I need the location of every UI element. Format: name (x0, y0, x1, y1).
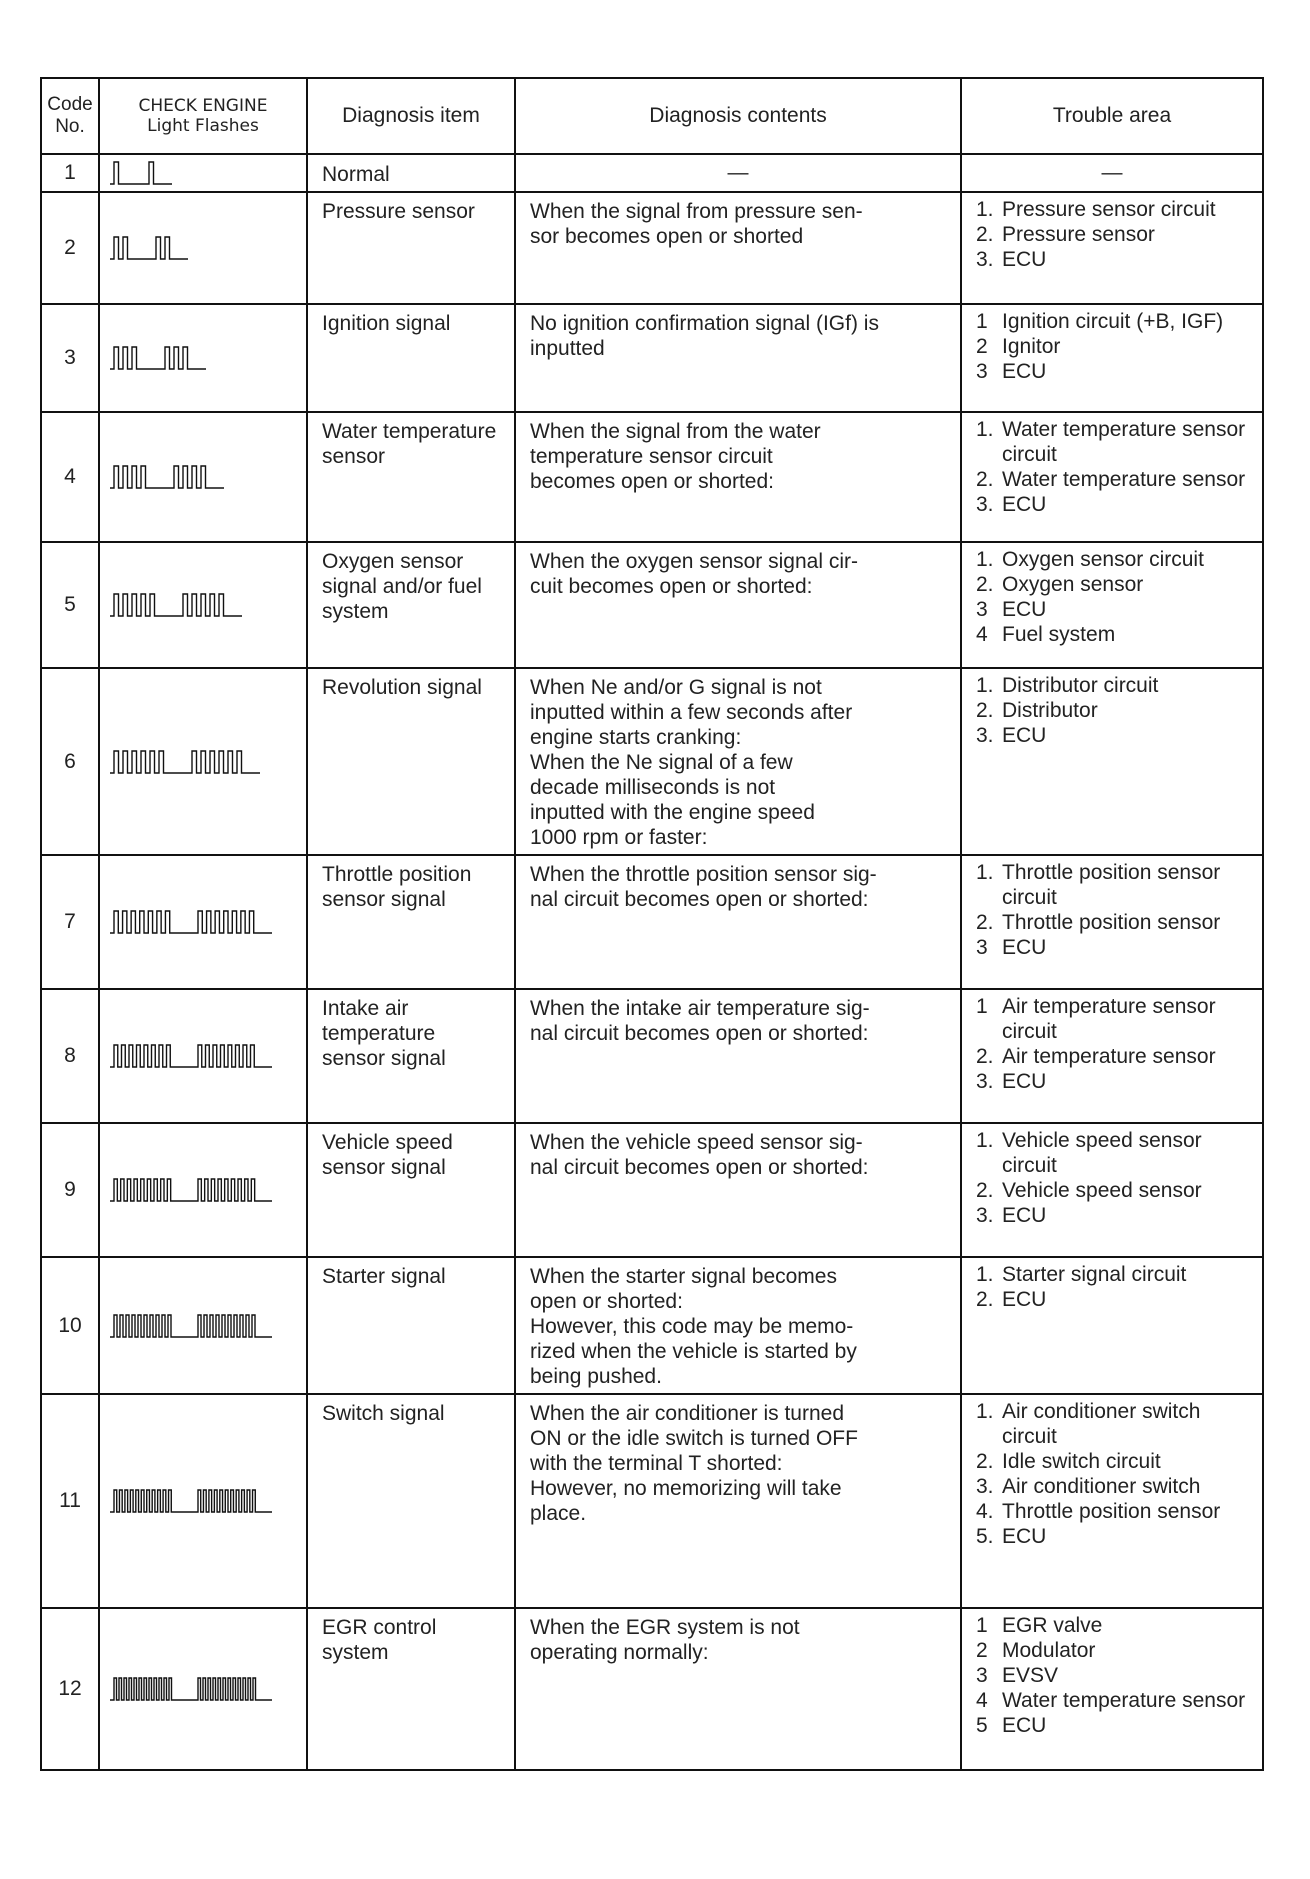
trouble-area-text: Oxygen sensor circuit (1002, 548, 1204, 571)
diagnosis-item: Throttle position sensor signal (307, 855, 515, 989)
header-light-line1: CHECK ENGINE (138, 96, 268, 116)
diagnosis-contents (515, 668, 961, 855)
flash-pattern-icon (110, 907, 296, 937)
code-number: 10 (41, 1257, 99, 1394)
flash-pattern-line (110, 911, 272, 933)
trouble-area-item (976, 359, 1254, 384)
trouble-area-item (976, 467, 1254, 492)
trouble-area-text: ECU (1002, 936, 1047, 959)
light-flash-cell (99, 304, 307, 412)
trouble-area-text: Pressure sensor circuit (1002, 198, 1216, 221)
table-row (41, 154, 1263, 192)
contents-line: rized when the vehicle is started by (530, 1340, 857, 1363)
trouble-area-text: Oxygen sensor (1002, 573, 1144, 596)
trouble-area-number: 2 (976, 1639, 988, 1662)
contents-line: When the Ne signal of a few (530, 751, 793, 774)
flash-pattern-line (110, 466, 224, 488)
diagnosis-item: Water temperature sensor (307, 412, 515, 542)
trouble-area-number: 3. (976, 1475, 994, 1498)
trouble-area-text: ECU (1002, 493, 1047, 516)
contents-line: 1000 rpm or faster: (530, 826, 708, 849)
trouble-area-number: 1. (976, 861, 994, 884)
trouble-area-item (976, 1262, 1254, 1287)
contents-line: being pushed. (530, 1365, 662, 1388)
trouble-area-item (976, 1638, 1254, 1663)
diagnosis-contents (515, 192, 961, 304)
trouble-area-text: Distributor circuit (1002, 674, 1159, 697)
trouble-area-item (976, 1524, 1254, 1549)
trouble-area-number: 3 (976, 1664, 988, 1687)
trouble-area-text: EGR valve (1002, 1614, 1103, 1637)
trouble-area-number: 5 (976, 1714, 988, 1737)
code-number: 7 (41, 855, 99, 989)
flash-pattern-line (110, 1490, 272, 1512)
diagnosis-code-table (40, 77, 1264, 1771)
trouble-area-text: Modulator (1002, 1639, 1096, 1662)
header-diagnosis-item: Diagnosis item (307, 78, 515, 154)
code-number: 4 (41, 412, 99, 542)
contents-line: When Ne and/or G signal is not (530, 676, 822, 699)
table-row (41, 989, 1263, 1123)
trouble-area-number: 3 (976, 360, 988, 383)
trouble-area-text: ECU (1002, 1525, 1047, 1548)
trouble-area-number: 2. (976, 573, 994, 596)
trouble-area-text: Throttle position sensor (1002, 911, 1221, 934)
trouble-area-number: 2. (976, 1288, 994, 1311)
trouble-area-item (976, 1287, 1254, 1312)
contents-line: inputted (530, 337, 605, 360)
diagnosis-contents (515, 1394, 961, 1608)
trouble-area-number: 3. (976, 724, 994, 747)
code-number: 2 (41, 192, 99, 304)
trouble-area: — (961, 154, 1263, 192)
trouble-area-text: Air conditioner switch circuit (1002, 1400, 1201, 1448)
diagnosis-item: Ignition signal (307, 304, 515, 412)
diagnosis-item: Intake air temperature sensor signal (307, 989, 515, 1123)
trouble-area-number: 5. (976, 1525, 994, 1548)
trouble-area-item (976, 334, 1254, 359)
contents-line: temperature sensor circuit (530, 445, 773, 468)
trouble-area-text: Ignitor (1002, 335, 1061, 358)
trouble-area-item (976, 1613, 1254, 1638)
code-number: 1 (41, 154, 99, 192)
trouble-area-text: Pressure sensor (1002, 223, 1155, 246)
trouble-area-item (976, 1399, 1254, 1449)
trouble-area-item (976, 723, 1254, 748)
trouble-area-item (976, 222, 1254, 247)
trouble-area-item (976, 417, 1254, 467)
code-number: 8 (41, 989, 99, 1123)
trouble-area-text: Vehicle speed sensor (1002, 1179, 1202, 1202)
diagnosis-item: Oxygen sensor signal and/or fuel system (307, 542, 515, 668)
trouble-area-text: Air temperature sensor (1002, 1045, 1216, 1068)
header-row (41, 78, 1263, 154)
flash-pattern-icon (110, 1311, 296, 1341)
contents-line: When the throttle position sensor sig- (530, 863, 877, 886)
table-row (41, 1257, 1263, 1394)
trouble-area-number: 4 (976, 1689, 988, 1712)
contents-line: place. (530, 1502, 587, 1525)
trouble-area (961, 855, 1263, 989)
contents-line: When the signal from the water (530, 420, 821, 443)
contents-line: When the air conditioner is turned (530, 1402, 845, 1425)
diagnosis-item: Switch signal (307, 1394, 515, 1608)
trouble-area-number: 2. (976, 1450, 994, 1473)
code-number: 5 (41, 542, 99, 668)
flash-pattern-line (110, 347, 206, 369)
diagnosis-item: Starter signal (307, 1257, 515, 1394)
contents-line: When the intake air temperature sig- (530, 997, 870, 1020)
trouble-area-number: 1. (976, 1129, 994, 1152)
light-flash-cell (99, 668, 307, 855)
trouble-area-text: ECU (1002, 1714, 1047, 1737)
trouble-area-text: ECU (1002, 248, 1047, 271)
light-flash-cell (99, 1394, 307, 1608)
code-number: 11 (41, 1394, 99, 1608)
header-trouble-area: Trouble area (961, 78, 1263, 154)
diagnosis-item: Pressure sensor (307, 192, 515, 304)
trouble-area-text: Fuel system (1002, 623, 1116, 646)
trouble-area-number: 3 (976, 936, 988, 959)
trouble-area-number: 2. (976, 223, 994, 246)
contents-line: cuit becomes open or shorted: (530, 575, 813, 598)
diagnosis-contents (515, 1123, 961, 1257)
header-code-line1: Code (47, 94, 93, 115)
trouble-area-item (976, 1474, 1254, 1499)
trouble-area-item (976, 247, 1254, 272)
flash-pattern-icon (110, 158, 296, 188)
diagnosis-contents (515, 1608, 961, 1770)
diagnosis-item: Revolution signal (307, 668, 515, 855)
contents-line: However, this code may be memo- (530, 1315, 854, 1338)
flash-pattern-line (110, 1179, 272, 1201)
trouble-area-item (976, 1178, 1254, 1203)
trouble-area-number: 3. (976, 248, 994, 271)
flash-pattern-icon (110, 1175, 296, 1205)
contents-line: When the signal from pressure sen- (530, 200, 863, 223)
contents-line: nal circuit becomes open or shorted: (530, 1022, 869, 1045)
trouble-area-number: 3 (976, 598, 988, 621)
trouble-area (961, 304, 1263, 412)
flash-pattern-icon (110, 1041, 296, 1071)
trouble-area-text: Water temperature sensor (1002, 1689, 1246, 1712)
trouble-area-text: ECU (1002, 1070, 1047, 1093)
header-light-line2: Light Flashes (147, 116, 259, 136)
trouble-area-item (976, 1449, 1254, 1474)
trouble-area-item (976, 698, 1254, 723)
contents-line: decade milliseconds is not (530, 776, 776, 799)
trouble-area (961, 1394, 1263, 1608)
flash-pattern-icon (110, 1674, 296, 1704)
contents-line: When the starter signal becomes (530, 1265, 837, 1288)
contents-line: ON or the idle switch is turned OFF (530, 1427, 858, 1450)
contents-line: However, no memorizing will take (530, 1477, 842, 1500)
trouble-area-number: 2. (976, 911, 994, 934)
flash-pattern-icon (110, 343, 296, 373)
trouble-area-text: EVSV (1002, 1664, 1059, 1687)
trouble-area-number: 1 (976, 995, 988, 1018)
contents-line: nal circuit becomes open or shorted: (530, 1156, 869, 1179)
trouble-area-item (976, 622, 1254, 647)
contents-line: becomes open or shorted: (530, 470, 774, 493)
table-row (41, 304, 1263, 412)
trouble-area-number: 1 (976, 1614, 988, 1637)
trouble-area (961, 989, 1263, 1123)
trouble-area-item (976, 572, 1254, 597)
flash-pattern-icon (110, 462, 296, 492)
table-row (41, 1394, 1263, 1608)
light-flash-cell (99, 412, 307, 542)
trouble-area-item (976, 1688, 1254, 1713)
trouble-area-text: ECU (1002, 1288, 1047, 1311)
trouble-area-number: 3. (976, 493, 994, 516)
flash-pattern-icon (110, 233, 296, 263)
flash-pattern-icon (110, 747, 296, 777)
flash-pattern-line (110, 1045, 272, 1067)
diagnosis-contents (515, 855, 961, 989)
diagnosis-contents (515, 412, 961, 542)
light-flash-cell (99, 192, 307, 304)
flash-pattern-line (110, 1678, 272, 1700)
code-number: 6 (41, 668, 99, 855)
diagnosis-item: Vehicle speed sensor signal (307, 1123, 515, 1257)
trouble-area-number: 4 (976, 623, 988, 646)
trouble-area (961, 1123, 1263, 1257)
trouble-area-item (976, 673, 1254, 698)
light-flash-cell (99, 855, 307, 989)
trouble-area-number: 1. (976, 1400, 994, 1423)
trouble-area-number: 1. (976, 1263, 994, 1286)
trouble-area-number: 2 (976, 335, 988, 358)
trouble-area-item (976, 1203, 1254, 1228)
diagnosis-contents: — (515, 154, 961, 192)
trouble-area-number: 4. (976, 1500, 994, 1523)
trouble-area-number: 1. (976, 418, 994, 441)
trouble-area-item (976, 935, 1254, 960)
header-code-line2: No. (55, 116, 85, 137)
trouble-area-text: Water temperature sensor circuit (1002, 418, 1246, 466)
trouble-area-number: 1. (976, 198, 994, 221)
trouble-area-number: 2. (976, 699, 994, 722)
flash-pattern-icon (110, 1486, 296, 1516)
code-number: 3 (41, 304, 99, 412)
trouble-area-text: Throttle position sensor circuit (1002, 861, 1221, 909)
trouble-area (961, 1608, 1263, 1770)
trouble-area-text: Vehicle speed sensor circuit (1002, 1129, 1202, 1177)
contents-line: sor becomes open or shorted (530, 225, 804, 248)
trouble-area-number: 2. (976, 1045, 994, 1068)
trouble-area-item (976, 492, 1254, 517)
trouble-area-text: ECU (1002, 598, 1047, 621)
header-light-flashes (99, 78, 307, 154)
trouble-area-item (976, 1663, 1254, 1688)
flash-pattern-line (110, 1315, 272, 1337)
trouble-area-item (976, 309, 1254, 334)
light-flash-cell (99, 1123, 307, 1257)
contents-line: operating normally: (530, 1641, 709, 1664)
trouble-area-number: 2. (976, 1179, 994, 1202)
table-row (41, 542, 1263, 668)
trouble-area-text: Distributor (1002, 699, 1098, 722)
light-flash-cell (99, 542, 307, 668)
trouble-area-number: 3. (976, 1204, 994, 1227)
table-row (41, 1608, 1263, 1770)
table-row (41, 855, 1263, 989)
code-number: 9 (41, 1123, 99, 1257)
trouble-area-number: 1. (976, 674, 994, 697)
trouble-area-item (976, 547, 1254, 572)
trouble-area-number: 1. (976, 548, 994, 571)
diagnosis-contents (515, 542, 961, 668)
contents-line: When the oxygen sensor signal cir- (530, 550, 858, 573)
trouble-area-item (976, 1044, 1254, 1069)
trouble-area-item (976, 910, 1254, 935)
diagnosis-item: Normal (307, 154, 515, 192)
contents-line: When the EGR system is not (530, 1616, 800, 1639)
contents-line: When the vehicle speed sensor sig- (530, 1131, 863, 1154)
table-row (41, 192, 1263, 304)
table-row (41, 412, 1263, 542)
trouble-area-text: Ignition circuit (+B, IGF) (1002, 310, 1224, 333)
table-row (41, 1123, 1263, 1257)
trouble-area-item (976, 860, 1254, 910)
contents-line: inputted within a few seconds after (530, 701, 853, 724)
header-code-no (41, 78, 99, 154)
light-flash-cell (99, 989, 307, 1123)
light-flash-cell (99, 1257, 307, 1394)
flash-pattern-line (110, 751, 260, 773)
trouble-area-text: Air conditioner switch (1002, 1475, 1201, 1498)
contents-line: open or shorted: (530, 1290, 683, 1313)
diagnosis-contents (515, 989, 961, 1123)
contents-line: engine starts cranking: (530, 726, 742, 749)
code-number: 12 (41, 1608, 99, 1770)
trouble-area (961, 192, 1263, 304)
flash-pattern-icon (110, 590, 296, 620)
trouble-area-text: ECU (1002, 360, 1047, 383)
trouble-area-text: ECU (1002, 724, 1047, 747)
header-diagnosis-contents: Diagnosis contents (515, 78, 961, 154)
contents-line: nal circuit becomes open or shorted: (530, 888, 869, 911)
contents-line: inputted with the engine speed (530, 801, 815, 824)
trouble-area-text: Water temperature sensor (1002, 468, 1246, 491)
trouble-area-text: Throttle position sensor (1002, 1500, 1221, 1523)
trouble-area-item (976, 1499, 1254, 1524)
trouble-area (961, 668, 1263, 855)
table-row (41, 668, 1263, 855)
trouble-area-text: Idle switch circuit (1002, 1450, 1161, 1473)
trouble-area-number: 1 (976, 310, 988, 333)
diagnosis-contents (515, 1257, 961, 1394)
trouble-area-text: Air temperature sensor circuit (1002, 995, 1216, 1043)
flash-pattern-line (110, 237, 188, 259)
contents-line: No ignition confirmation signal (IGf) is (530, 312, 879, 335)
diagnosis-item: EGR control system (307, 1608, 515, 1770)
flash-pattern-line (110, 594, 242, 616)
light-flash-cell (99, 154, 307, 192)
trouble-area-item (976, 197, 1254, 222)
trouble-area-text: Starter signal circuit (1002, 1263, 1187, 1286)
trouble-area (961, 542, 1263, 668)
light-flash-cell (99, 1608, 307, 1770)
trouble-area-item (976, 1069, 1254, 1094)
contents-line: with the terminal T shorted: (530, 1452, 783, 1475)
trouble-area-number: 3. (976, 1070, 994, 1093)
diagnosis-contents (515, 304, 961, 412)
trouble-area-item (976, 1713, 1254, 1738)
trouble-area (961, 412, 1263, 542)
trouble-area-item (976, 994, 1254, 1044)
trouble-area-number: 2. (976, 468, 994, 491)
flash-pattern-line (110, 162, 172, 184)
trouble-area-item (976, 1128, 1254, 1178)
trouble-area (961, 1257, 1263, 1394)
trouble-area-item (976, 597, 1254, 622)
trouble-area-text: ECU (1002, 1204, 1047, 1227)
